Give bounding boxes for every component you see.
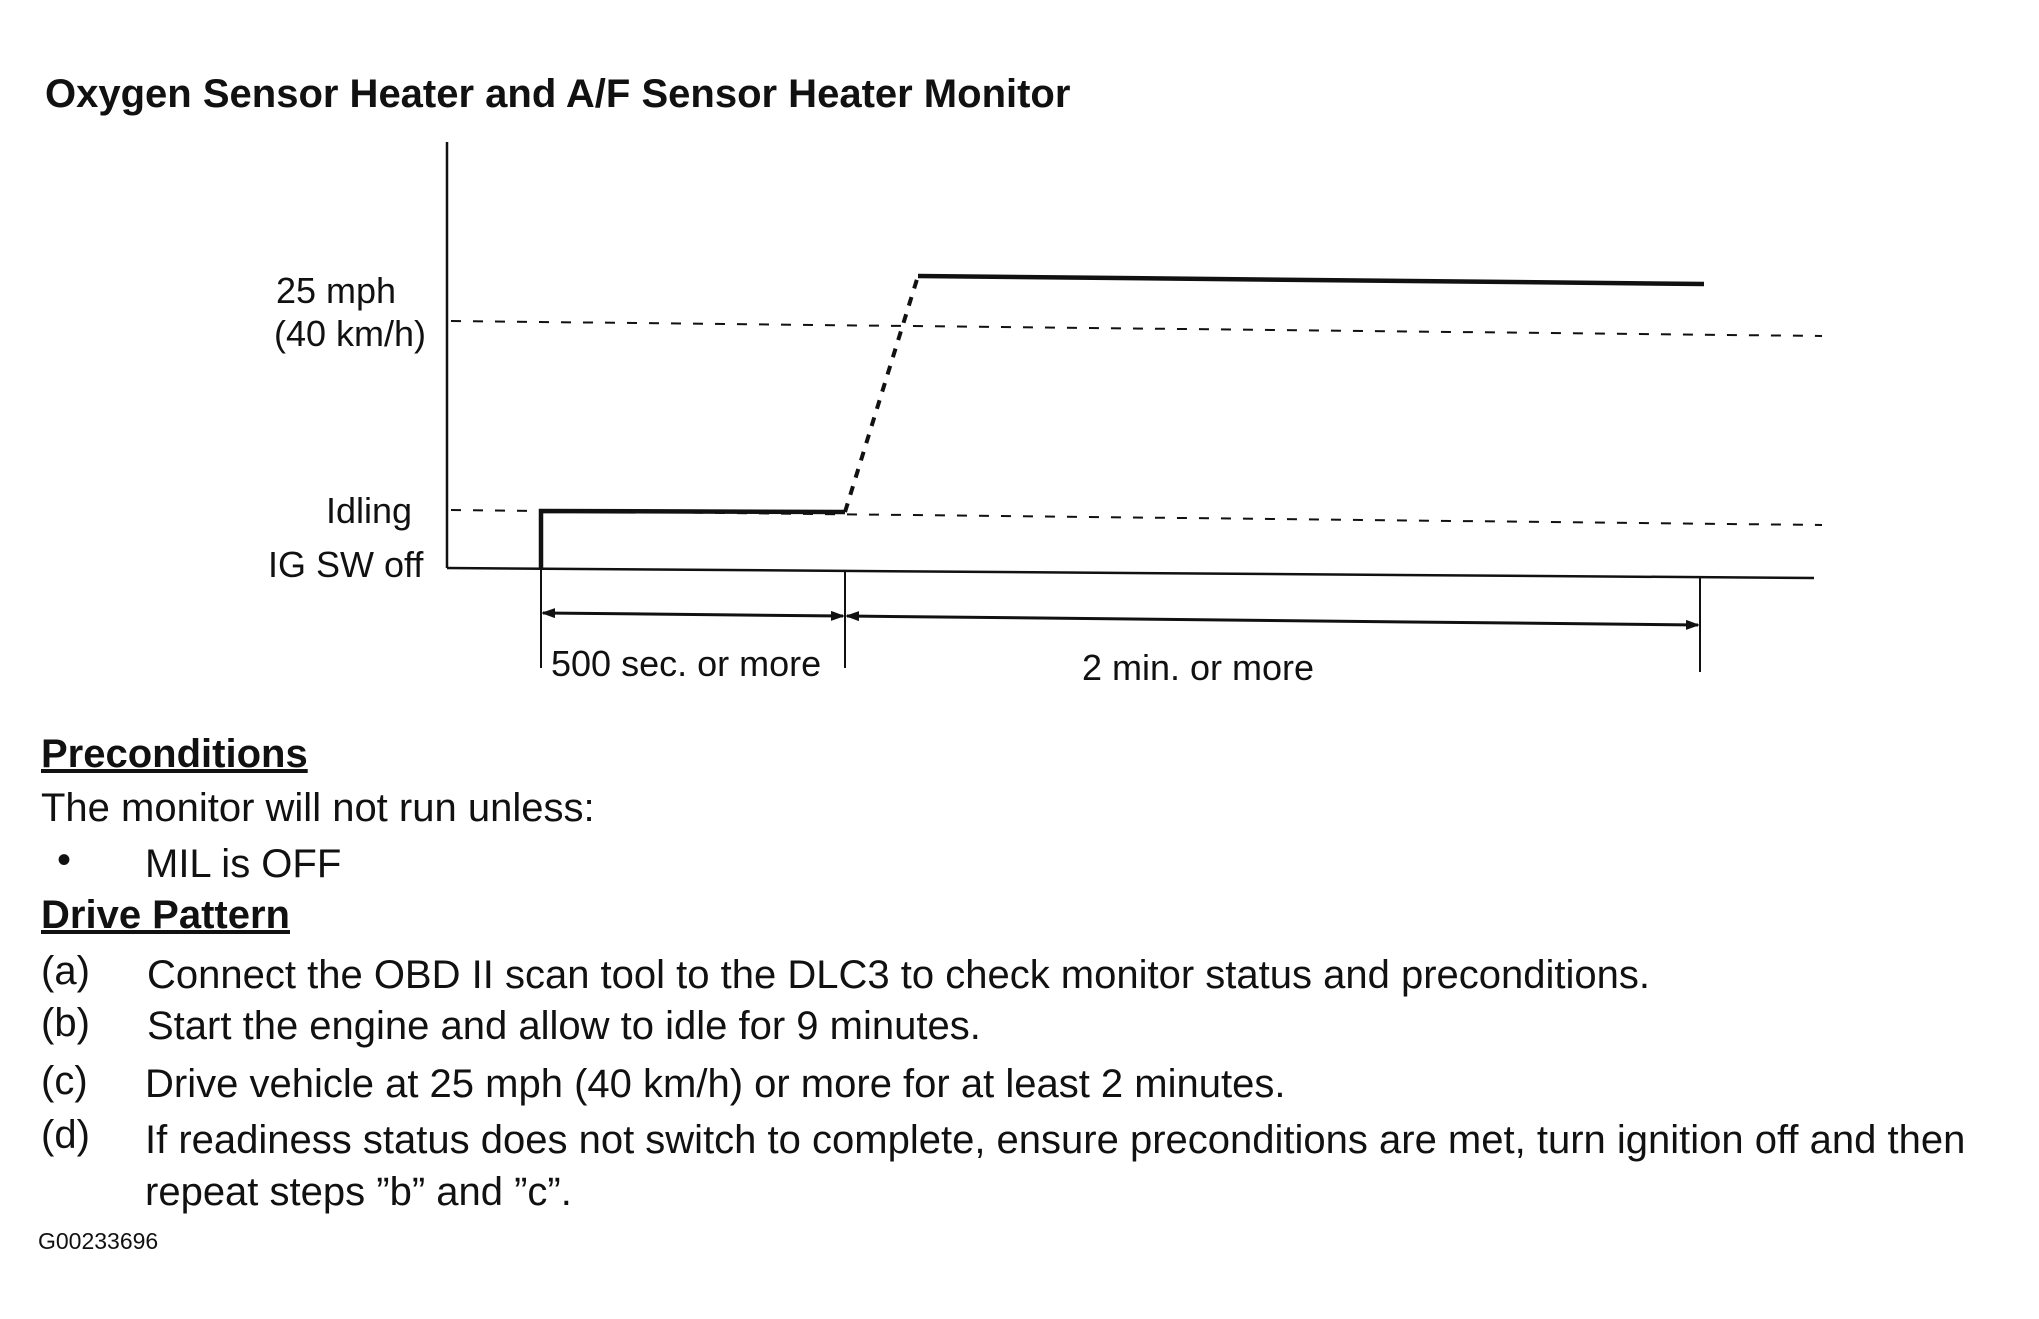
label-idling: Idling xyxy=(326,490,413,531)
step-text-d-line2: repeat steps ”b” and ”c”. xyxy=(145,1170,572,1214)
step-text-d-line1: If readiness status does not switch to complete, ensure preconditions are met, turn ignition off and then xyxy=(145,1118,1966,1162)
drive-pattern-heading: Drive Pattern xyxy=(41,893,290,937)
profile-cruise-segment xyxy=(918,276,1704,284)
step-marker-b: (b) xyxy=(41,1001,90,1045)
duration-label-2-min: 2 min. or more xyxy=(1082,647,1315,688)
arrow-2-min xyxy=(847,616,1698,625)
dashed-line-25mph xyxy=(451,321,1822,336)
step-marker-d: (d) xyxy=(41,1113,90,1157)
preconditions-intro: The monitor will not run unless: xyxy=(41,786,595,830)
profile-acceleration-dashed xyxy=(845,276,918,512)
step-text-c: Drive vehicle at 25 mph (40 km/h) or more for at least 2 minutes. xyxy=(145,1062,1286,1106)
profile-idle-segment xyxy=(541,511,845,568)
label-ig-sw-off: IG SW off xyxy=(268,544,424,585)
step-marker-c: (c) xyxy=(41,1059,88,1103)
figure-id: G00233696 xyxy=(38,1228,159,1254)
preconditions-heading: Preconditions xyxy=(41,732,308,776)
bullet-symbol: • xyxy=(57,838,72,882)
duration-label-500-sec: 500 sec. or more xyxy=(551,643,822,684)
diagram-title: Oxygen Sensor Heater and A/F Sensor Heater Monitor xyxy=(45,72,1071,116)
precondition-item: MIL is OFF xyxy=(145,842,342,886)
label-25-mph: 25 mph xyxy=(276,270,397,311)
baseline-ig-off xyxy=(447,568,1814,578)
label-40-kmh: (40 km/h) xyxy=(274,313,427,354)
step-marker-a: (a) xyxy=(41,949,90,993)
step-text-a: Connect the OBD II scan tool to the DLC3 to check monitor status and preconditions. xyxy=(147,953,1651,997)
arrow-500-sec xyxy=(543,613,843,616)
step-text-b: Start the engine and allow to idle for 9 minutes. xyxy=(147,1004,981,1048)
